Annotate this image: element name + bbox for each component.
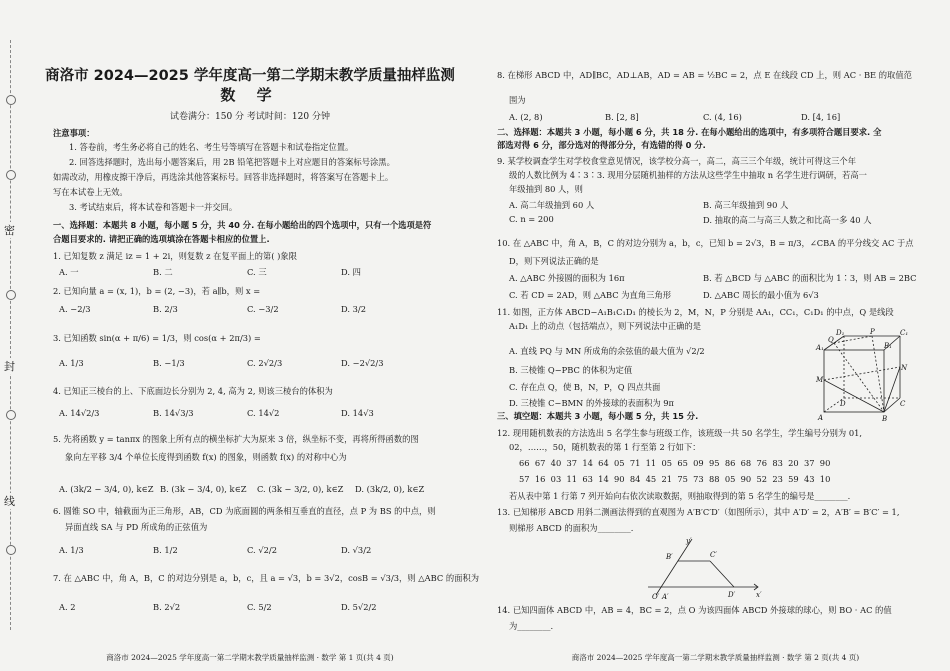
question-3-option-b: B. −1/3 [153, 358, 185, 368]
question-8-option-c: C. (4, 16) [703, 112, 742, 122]
cube-label-d: D [840, 400, 846, 408]
cube-label-c1: C₁ [900, 329, 909, 337]
point-label-d: D′ [728, 591, 736, 599]
exam-page-2 [493, 0, 938, 671]
binding-label-mi: 密 [4, 224, 15, 237]
note-item: 1. 答卷前，考生务必将自己的姓名、考生号等填写在答题卡和试卷指定位置。 [69, 142, 354, 152]
exam-subject: 数 学 [220, 86, 280, 104]
cube-label-n: N [901, 364, 908, 372]
question-11-option-a: A. 直线 PQ 与 MN 所成角的余弦值的最大值为 √2/2 [509, 346, 705, 356]
question-9-option-d: D. 抽取的高二与高三人数之和比高一多 40 人 [703, 215, 872, 225]
cube-label-c: C [900, 400, 906, 408]
cube-label-q: Q [828, 336, 834, 344]
exam-page-1 [45, 0, 480, 671]
question-3-option-a: A. 1/3 [59, 358, 84, 368]
binding-label-xian: 线 [4, 495, 15, 508]
page-footer: 商洛市 2024—2025 学年度高一第二学期末教学质量抽样监测 · 数学 第 1 页(共 4 页) [106, 653, 394, 662]
question-10-option-a: A. △ABC 外接圆的面积为 16π [509, 273, 625, 283]
question-6-option-d: D. √3/2 [341, 545, 372, 555]
note-item: 如需改动，用橡皮擦干净后，再选涂其他答案标号。回答非选择题时，将答案写在答题卡上。 [53, 172, 394, 182]
binding-label-feng: 封 [4, 360, 15, 373]
note-item: 3. 考试结束后，将本试卷和答题卡一并交回。 [69, 202, 238, 212]
question-6-option-b: B. 1/2 [153, 545, 178, 555]
question-9-stem: 年级抽到 80 人，则 [509, 184, 583, 194]
cube-label-b1: B₁ [884, 342, 892, 350]
binding-dashed-line [10, 40, 11, 630]
question-2-stem: 2. 已知向量 a = (x, 1)，b = (2, −3)，若 a∥b，则 x = [53, 286, 261, 296]
random-number-row-1: 66 67 40 37 14 64 05 71 11 05 65 09 95 86 68 76 83 20 37 90 [519, 458, 831, 468]
point-label-a: A′ [662, 593, 669, 601]
question-2-option-b: B. 2/3 [153, 304, 178, 314]
question-5-option-a: A. (3k/2 − 3/4, 0), k∈Z [59, 484, 154, 494]
question-7-option-c: C. 5/2 [247, 602, 272, 612]
question-10-stem: D，则下列说法正确的是 [509, 256, 599, 266]
section1-heading: 合题目要求的. 请把正确的选项填涂在答题卡相应的位置上. [53, 234, 270, 244]
exam-meta: 试卷满分：150 分 考试时间：120 分钟 [170, 112, 330, 122]
segment-cd [710, 561, 734, 587]
cube-label-a1: A₁ [816, 344, 824, 352]
question-1-stem: 1. 已知复数 z 满足 iz = 1 + 2i，则复数 z 在复平面上的第( )象限 [53, 251, 297, 261]
question-10-option-c: C. 若 CD = 2AD，则 △ABC 为直角三角形 [509, 290, 672, 300]
segment-pb [872, 336, 884, 412]
question-14-stem: 14. 已知四面体 ABCD 中，AB = 4，BC = 2，点 O 为该四面体 ABCD 外接球的球心，则 BO · AC 的值 [497, 605, 892, 615]
question-6-option-c: C. √2/2 [247, 545, 277, 555]
question-9-stem: 级的人数比例为 4∶3∶3. 现用分层随机抽样的方法从这些学生中抽取 n 名学生进行调研，若高一 [509, 170, 867, 180]
question-12-stem: 12. 现用随机数表的方法选出 5 名学生参与班级工作，该班级一共 50 名学生，学生编号分别为 01, [497, 428, 863, 438]
question-6-stem: 6. 圆锥 SO 中，轴截面为正三角形，AB，CD 为底面圆的两条相互垂直的直径，点 P 为 BS 的中点，则 [53, 506, 436, 516]
exam-title: 商洛市 2024—2025 学年度高一第二学期末教学质量抽样监测 [45, 68, 455, 84]
question-1-option-d: D. 四 [341, 267, 361, 277]
axis-label-y: y′ [686, 537, 692, 545]
question-9-option-c: C. n = 200 [509, 214, 554, 224]
question-8-option-d: D. [4, 16] [801, 112, 841, 122]
segment-qp [834, 336, 872, 343]
cube-figure [816, 328, 909, 423]
question-11-stem: A₁D₁ 上的动点（包括端点），则下列说法中正确的是 [509, 321, 702, 331]
question-4-option-c: C. 14√2 [247, 408, 280, 418]
question-9-stem: 9. 某学校调查学生对学校食堂意见情况，该学校分高一，高二，高三三个年级，统计可得这三个年 [497, 156, 857, 166]
cube-label-b: B [882, 415, 888, 423]
cube-front-face [824, 350, 884, 412]
cube-label-p: P [870, 328, 875, 336]
question-11-option-b: B. 三棱锥 Q−PBC 的体积为定值 [509, 365, 633, 375]
binding-hole [6, 95, 16, 105]
question-1-option-c: C. 三 [247, 267, 267, 277]
random-number-row-2: 57 16 03 11 63 14 90 84 45 21 75 73 88 05 90 52 23 59 43 10 [519, 474, 831, 484]
notes-heading: 注意事项： [53, 128, 95, 138]
question-10-option-d: D. △ABC 周长的最小值为 6√3 [703, 290, 819, 300]
question-9-option-b: B. 高三年级抽到 90 人 [703, 200, 789, 210]
binding-margin [0, 0, 22, 671]
note-item: 2. 回答选择题时，选出每小题答案后，用 2B 铅笔把答题卡上对应题目的答案标号涂黑。 [69, 157, 395, 167]
segment-mn [824, 367, 900, 380]
section1-heading: 一、选择题：本题共 8 小题，每小题 5 分，共 40 分. 在每小题给出的四个选项中，只有一个选项是符 [53, 220, 432, 230]
question-10-stem: 10. 在 △ABC 中，角 A，B，C 的对边分别为 a，b，c，已知 b = 2√3，B = π/3，∠CBA 的平分线交 AC 于点 [497, 238, 914, 248]
question-5-option-c: C. (3k − 3/2, 0), k∈Z [257, 484, 344, 494]
question-11-option-c: C. 存在点 Q，使 B，N，P，Q 四点共面 [509, 382, 661, 392]
page-footer: 商洛市 2024—2025 学年度高一第二学期末教学质量抽样监测 · 数学 第 2 页(共 4 页) [571, 653, 860, 662]
question-3-option-c: C. 2√2/3 [247, 358, 283, 368]
cube-label-m: M [816, 376, 824, 384]
question-10-option-b: B. 若 △BCD 与 △ABC 的面积比为 1∶3，则 AB = 2BC [703, 273, 917, 283]
binding-hole [6, 410, 16, 420]
question-2-option-a: A. −2/3 [59, 304, 91, 314]
question-5-option-b: B. (3k − 3/4, 0), k∈Z [160, 484, 247, 494]
question-12-stem: 02，……，50，随机数表的第 1 行至第 2 行如下： [509, 442, 701, 452]
question-11-stem: 11. 如图，正方体 ABCD−A₁B₁C₁D₁ 的棱长为 2，M，N，P 分别是 AA₁，CC₁，C₁D₁ 的中点，Q 是线段 [497, 307, 894, 317]
question-3-stem: 3. 已知函数 sin(α + π/6) = 1/3，则 cos(α + 2π/3) = [53, 333, 261, 343]
question-8-option-a: A. (2, 8) [509, 112, 543, 122]
segment-mb [824, 380, 884, 412]
point-label-b: B′ [666, 553, 673, 561]
question-2-option-d: D. 3/2 [341, 304, 366, 314]
question-12-stem: 若从表中第 1 行第 7 列开始向右依次读取数据，则抽取得到的第 5 名学生的编号是________. [509, 491, 851, 501]
question-4-stem: 4. 已知正三棱台的上、下底面边长分别为 2, 4, 高为 2, 则该三棱台的体积为 [53, 386, 333, 396]
question-8-stem: 围为 [509, 95, 526, 105]
point-label-c: C′ [710, 551, 717, 559]
question-7-option-d: D. 5√2/2 [341, 602, 377, 612]
question-7-option-a: A. 2 [59, 602, 76, 612]
question-8-stem: 8. 在梯形 ABCD 中，AD∥BC，AD⊥AB，AD = AB = ½BC = 2，点 E 在线段 CD 上，则 AC · BE 的取值范 [497, 70, 912, 80]
binding-hole [6, 170, 16, 180]
oblique-drawing-figure [648, 535, 768, 601]
question-6-stem: 异面直线 SA 与 PD 所成角的正弦值为 [65, 522, 208, 532]
question-4-option-d: D. 14√3 [341, 408, 374, 418]
question-5-option-d: D. (3k/2, 0), k∈Z [355, 484, 425, 494]
section3-heading: 三、填空题：本题共 3 小题，每小题 5 分，共 15 分. [497, 411, 699, 421]
cube-label-a: A [818, 414, 824, 422]
question-7-stem: 7. 在 △ABC 中，角 A，B，C 的对边分别是 a，b，c，且 a = √3，b = 3√2，cosB = √3/3，则 △ABC 的面积为 [53, 573, 480, 583]
point-label-o: O′ [652, 593, 660, 601]
question-1-option-a: A. 一 [59, 267, 79, 277]
question-14-stem: 为________. [509, 621, 554, 631]
axis-label-x: x′ [756, 591, 762, 599]
question-3-option-d: D. −2√2/3 [341, 358, 384, 368]
y-axis [656, 539, 692, 595]
question-8-option-b: B. [2, 8] [605, 112, 639, 122]
binding-hole [6, 290, 16, 300]
question-13-stem: 13. 已知梯形 ABCD 用斜二测画法得到的直观图为 A′B′C′D′（如图所示），其中 A′D′ = 2，A′B′ = B′C′ = 1, [497, 507, 900, 517]
question-11-option-d: D. 三棱锥 C−BMN 的外接球的表面积为 9π [509, 398, 674, 408]
question-2-option-c: C. −3/2 [247, 304, 279, 314]
question-13-stem: 则梯形 ABCD 的面积为________. [509, 523, 634, 533]
question-5-stem: 5. 先将函数 y = tanπx 的图象上所有点的横坐标扩大为原来 3 倍，纵坐标不变，再将所得函数的图 [53, 434, 419, 444]
section2-heading: 二、选择题：本题共 3 小题，每小题 6 分，共 18 分. 在每小题给出的选项中，有多项符合题目要求. 全 [497, 127, 882, 137]
question-4-option-a: A. 14√2/3 [59, 408, 100, 418]
question-7-option-b: B. 2√2 [153, 602, 181, 612]
question-6-option-a: A. 1/3 [59, 545, 84, 555]
question-1-option-b: B. 二 [153, 267, 173, 277]
note-item: 写在本试卷上无效。 [53, 187, 128, 197]
question-5-stem: 象向左平移 3/4 个单位长度得到函数 f(x) 的图象，则函数 f(x) 的对称中心为 [65, 452, 347, 462]
section2-heading: 部选对得 6 分，部分选对的得部分分，有选错的得 0 分. [497, 140, 706, 150]
cube-label-d1: D₁ [836, 329, 845, 337]
question-4-option-b: B. 14√3/3 [153, 408, 194, 418]
question-9-option-a: A. 高二年级抽到 60 人 [509, 200, 595, 210]
binding-hole [6, 545, 16, 555]
